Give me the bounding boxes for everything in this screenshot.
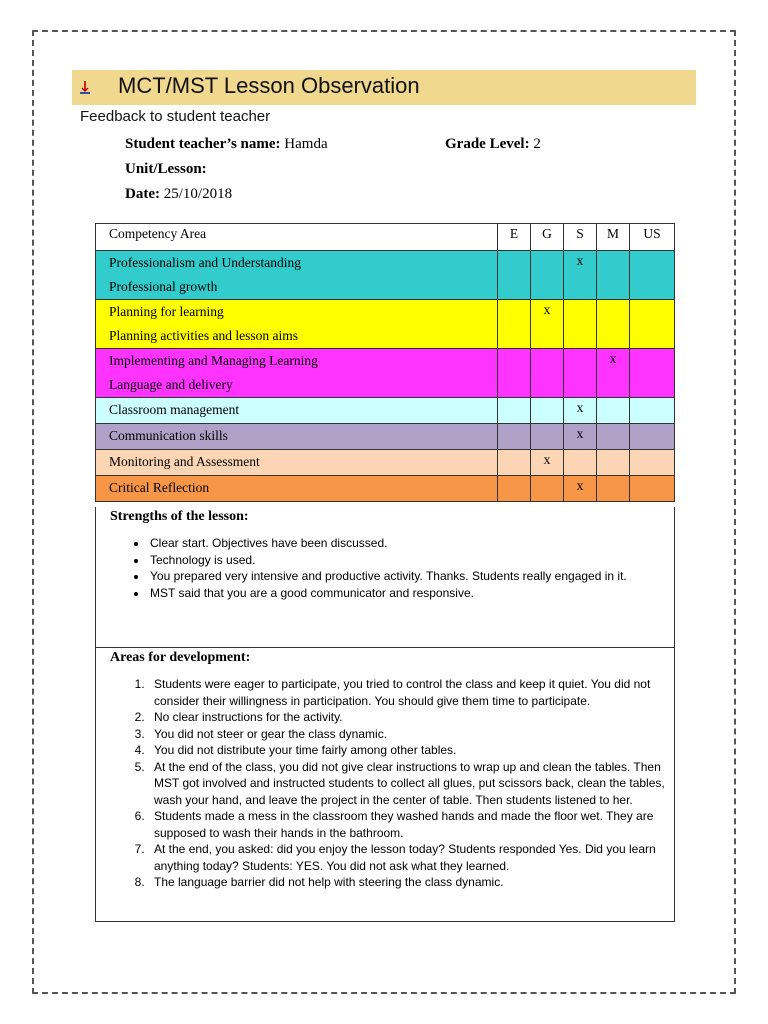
rating-mark: x [543,452,551,467]
competency-area-cell [96,424,498,450]
date-value: 25/10/2018 [163,186,233,202]
competency-area-line: Monitoring and Assessment [109,454,260,469]
table-row [96,300,675,349]
arrow-bullet-icon [78,80,92,96]
development-box [95,648,675,922]
rating-cell-us [630,450,675,476]
rating-cell-e [498,251,531,300]
rating-cell-g [531,349,564,398]
rating-cell-m [597,251,630,300]
rating-cell-g [531,251,564,300]
rating-cell-g [531,450,564,476]
list-item: • You prepared very intensive and productive activity. Thanks. Students really engaged in it. [148,568,674,585]
title-band [72,70,696,105]
list-item: 2. No clear instructions for the activity. [148,709,674,726]
rating-mark: x [576,253,584,268]
rating-cell-e [498,450,531,476]
grade-level-label: Grade Level: [445,136,530,152]
competency-area-line: Implementing and Managing Learning [109,353,318,368]
rating-cell-g [531,300,564,349]
grade-level-field [445,136,541,153]
rating-mark: x [576,426,584,441]
header-g: G [531,224,564,251]
rating-cell-m [597,424,630,450]
table-header-row [96,224,675,251]
rating-cell-us [630,424,675,450]
table-row [96,251,675,300]
student-name-field [125,136,328,153]
competency-area-cell [96,398,498,424]
student-name-value: Hamda [284,136,328,152]
list-item: 6. Students made a mess in the classroom they washed hands and made the floor wet. They are supposed to wash their hands in the bathroom. [148,808,674,841]
rating-cell-g [531,424,564,450]
competency-table [95,223,675,502]
rating-cell-s [564,349,597,398]
rating-cell-s [564,424,597,450]
rating-cell-e [498,424,531,450]
rating-cell-m [597,450,630,476]
rating-cell-m [597,300,630,349]
development-title: Areas for development: [110,650,251,665]
header-s: S [564,224,597,251]
rating-cell-e [498,349,531,398]
table-row [96,398,675,424]
list-item: • MST said that you are a good communicator and responsive. [148,585,674,602]
list-item: 4. You did not distribute your time fairly among other tables. [148,742,674,759]
rating-cell-us [630,349,675,398]
competency-area-line: Planning activities and lesson aims [109,328,298,343]
rating-cell-s [564,476,597,502]
rating-cell-s [564,450,597,476]
list-item: 8. The language barrier did not help with steering the class dynamic. [148,874,674,891]
rating-mark: x [576,478,584,493]
rating-cell-us [630,300,675,349]
strengths-box [95,507,675,648]
rating-cell-m [597,349,630,398]
competency-area-cell [96,476,498,502]
competency-area-line: Language and delivery [109,377,233,392]
list-item: • Clear start. Objectives have been discussed. [148,535,674,552]
rating-cell-s [564,300,597,349]
date-label: Date: [125,186,160,202]
rating-mark: x [609,351,617,366]
rating-cell-us [630,251,675,300]
rating-cell-g [531,476,564,502]
rating-cell-e [498,476,531,502]
header-competency-area: Competency Area [96,224,498,251]
competency-area-cell [96,300,498,349]
rating-cell-e [498,300,531,349]
development-list [96,676,674,891]
rating-cell-s [564,398,597,424]
competency-area-line: Professional growth [109,279,218,294]
list-item: 7. At the end, you asked: did you enjoy the lesson today? Students responded Yes. Did you learn anything today? Students: YES. You did not ask what they learned. [148,841,674,874]
competency-area-cell [96,349,498,398]
competency-area-line: Communication skills [109,428,228,443]
list-item: 5. At the end of the class, you did not give clear instructions to wrap up and clean the tables. Then MST got involved and instructed students to collect all glues, put scissors back, clean the tables, wash your hand, and leave the project in the center of table. Then students listened to her. [148,759,674,809]
unit-lesson-label: Unit/Lesson: [125,161,207,177]
rating-cell-e [498,398,531,424]
rating-cell-us [630,476,675,502]
feedback-subtitle: Feedback to student teacher [80,108,271,125]
header-m: M [597,224,630,251]
competency-area-cell [96,251,498,300]
header-us: US [630,224,675,251]
competency-area-line: Professionalism and Understanding [109,255,301,270]
rating-cell-s [564,251,597,300]
table-row [96,450,675,476]
list-item: 1. Students were eager to participate, you tried to control the class and keep it quiet. You did not consider their willingness in participation. You should give them time to participate. [148,676,674,709]
table-row [96,424,675,450]
page-title: MCT/MST Lesson Observation [118,73,420,98]
competency-area-cell [96,450,498,476]
rating-mark: x [576,400,584,415]
table-row [96,349,675,398]
rating-mark: x [543,302,551,317]
competency-area-line: Classroom management [109,402,240,417]
strengths-title: Strengths of the lesson: [110,509,249,524]
list-item: • Technology is used. [148,552,674,569]
rating-cell-m [597,476,630,502]
competency-area-line: Planning for learning [109,304,224,319]
grade-level-value: 2 [533,136,541,152]
competency-area-line: Critical Reflection [109,480,210,495]
list-item: 3. You did not steer or gear the class dynamic. [148,726,674,743]
rating-cell-m [597,398,630,424]
table-row [96,476,675,502]
date-field [125,186,232,203]
student-name-label: Student teacher’s name: [125,136,281,152]
rating-cell-us [630,398,675,424]
strengths-list [96,535,674,601]
unit-lesson-field [125,161,207,178]
header-e: E [498,224,531,251]
rating-cell-g [531,398,564,424]
